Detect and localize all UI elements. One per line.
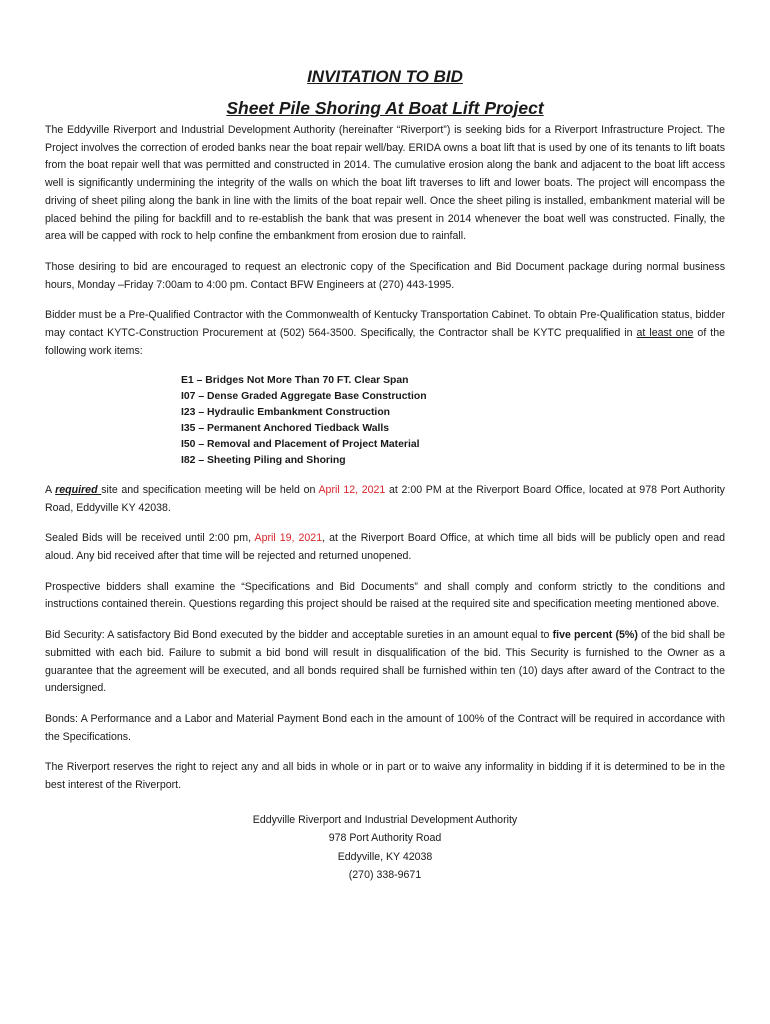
work-item: I07 – Dense Graded Aggregate Base Construction: [181, 391, 427, 403]
security-text-end: of the bid shall be submitted with each bid. Failure to submit a bid bond will result in disqualification of the bid. This Security is furnished to the Owner as a guarantee that the agreement will be executed, and all bonds required shall be furnished within ten (10) days after award of the Contract to the undersigned.: [45, 629, 725, 695]
prequal-underline: at least one: [636, 327, 694, 340]
bonds-paragraph: Bonds: A Performance and a Labor and Material Payment Bond each in the amount of 100% of the Contract will be required in accordance with the Specifications.: [45, 712, 725, 743]
sealed-text-start: Sealed Bids will be received until 2:00 pm,: [45, 532, 255, 545]
bid-security-paragraph: [45, 627, 725, 698]
security-percent: five percent (5%): [552, 629, 638, 642]
work-item: E1 – Bridges Not More Than 70 FT. Clear Span: [181, 375, 409, 387]
meeting-date: April 12, 2021: [318, 483, 386, 496]
document-body: [45, 122, 725, 884]
reserve-paragraph: The Riverport reserves the right to reject any and all bids in whole or in part or to waive any informality in bidding if it is determined to be in the best interest of the Riverport.: [45, 761, 725, 792]
meeting-text-a: A: [45, 483, 56, 496]
meeting-paragraph: [45, 482, 725, 517]
document-title: INVITATION TO BID: [307, 67, 463, 86]
prequal-text-end: of the following work items:: [45, 327, 725, 357]
meeting-required: required: [55, 483, 102, 496]
intro-paragraph: The Eddyville Riverport and Industrial Development Authority (hereinafter “Riverport”) is seeking bids for a Riverport Infrastructure Project. The Project involves the correction of eroded banks near the boat repair well/bay. ERIDA owns a boat lift that is used by one of its tenants to lift boats from the boat repair well that was permitted and constructed in 2014. The cumulative erosion along the bank and adjacent to the boat lift access well is significantly undermining the integrity of the walls on which the boat lift traverses to lift and lower boats. The project will encompass the driving of sheet piling along the bank in line with the limits of the boat repair well. Once the sheet piling is installed, embankment material will be placed behind the piling for backfill and to re-establish the bank that was present in 2014 whenever the boat well was constructed. Finally, the area will be capped with rock to help confine the embankment from erosion due to rainfall.: [45, 124, 725, 243]
meeting-text-end: at 2:00 PM at the Riverport Board Office, located at 978 Port Authority Road, Eddyville KY 42038.: [45, 483, 725, 514]
footer-phone: (270) 338-9671: [348, 868, 422, 881]
footer-org: Eddyville Riverport and Industrial Development Authority: [252, 813, 518, 826]
sealed-bids-paragraph: [45, 530, 725, 565]
work-item: I82 – Sheeting Piling and Shoring: [181, 454, 346, 466]
prequalification-paragraph: [45, 307, 725, 360]
sealed-text-end: , at the Riverport Board Office, at which time all bids will be publicly open and read aloud. Any bid received after that time will be rejected and returned unopened.: [45, 532, 726, 562]
title-block: [0, 66, 770, 128]
work-item: I50 – Removal and Placement of Project Material: [181, 439, 420, 451]
footer-street: 978 Port Authority Road: [328, 832, 442, 845]
document-subtitle: Sheet Pile Shoring At Boat Lift Project: [226, 98, 544, 118]
work-item: I23 – Hydraulic Embankment Construction: [181, 407, 391, 419]
examine-paragraph: Prospective bidders shall examine the “Specifications and Bid Documents” and shall comply and conform strictly to the conditions and instructions contained therein. Questions regarding this project should be raised at the required site and specification meeting mentioned above.: [45, 580, 725, 611]
request-paragraph: Those desiring to bid are encouraged to request an electronic copy of the Specification and Bid Document package during normal business hours, Monday –Friday 7:00am to 4:00 pm. Contact BFW Engineers at (270) 443-1995.: [45, 260, 725, 291]
footer-city: Eddyville, KY 42038: [337, 850, 433, 863]
work-item: I35 – Permanent Anchored Tiedback Walls: [181, 423, 390, 435]
address-block: [45, 811, 725, 885]
sealed-date: April 19, 2021: [254, 532, 323, 545]
prequal-text-start: Bidder must be a Pre-Qualified Contractor with the Commonwealth of Kentucky Transportation Cabinet. To obtain Pre-Qualification status, bidder may contact KYTC-Construction Procurement at (502) 564-3500. Specifically, the Contractor shall be KYTC prequalified in: [45, 309, 725, 340]
meeting-text-mid: site and specification meeting will be held on: [101, 483, 319, 496]
work-items-list: [45, 373, 725, 468]
security-text-start: Bid Security: A satisfactory Bid Bond executed by the bidder and acceptable sureties in an amount equal to: [45, 629, 553, 642]
